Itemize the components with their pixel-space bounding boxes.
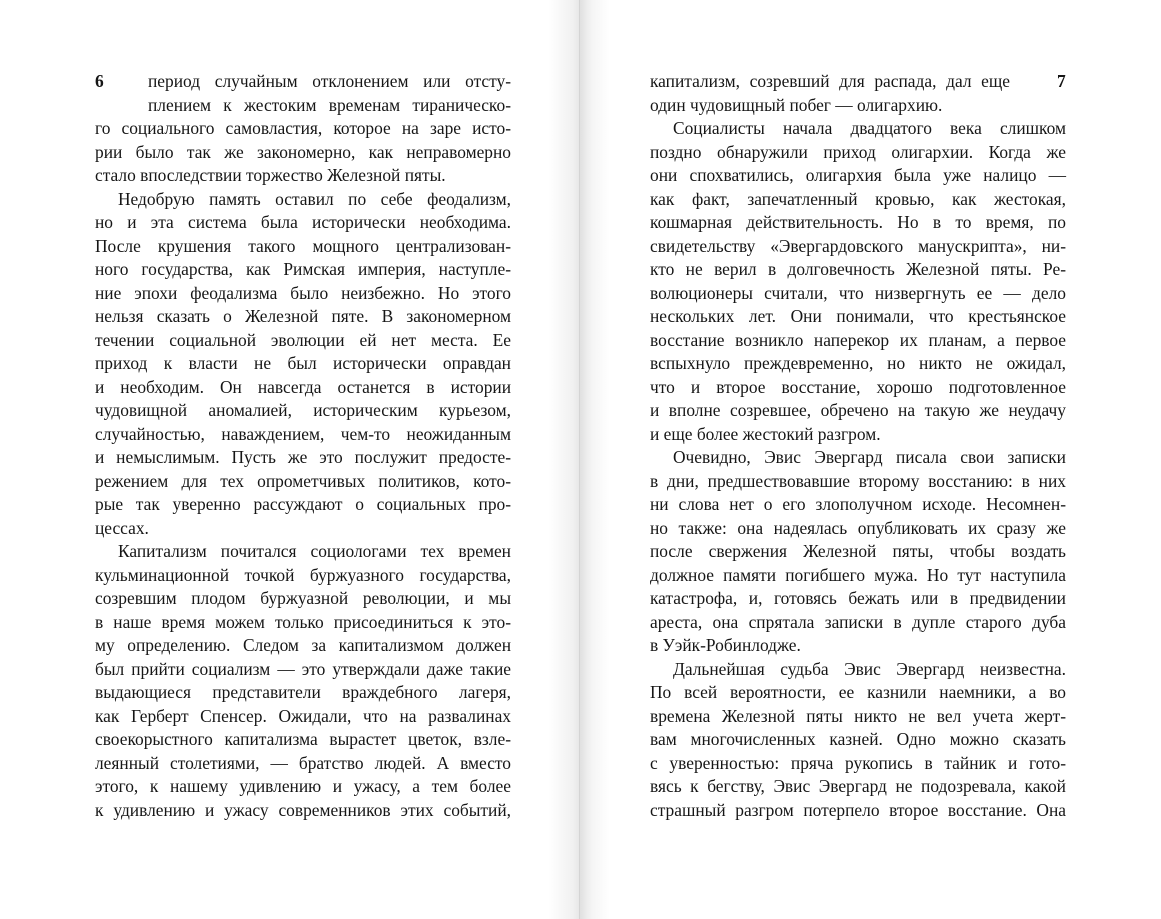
text-line: страшный разгром потерпело второе восстание. Она [650,799,1066,820]
text-line: с уверенностью: пряча рукопись в тайник и гото- [650,752,1066,773]
text-line: режением для тех опрометчивых политиков, кото- [95,470,511,491]
text-line: го социального самовластия, которое на заре исто- [95,118,511,138]
text-line: времена Железной пяты никто не вел учета жерт- [650,705,1066,726]
text-line: течении социальной эволюции ей нет места. Ее [95,329,511,350]
text-line: был прийти социализм — это утверждали даже такие [95,658,511,679]
right-page-text [650,70,1066,822]
text-line: должное памяти погибшего мужа. Но тут наступила [650,564,1066,585]
text-line: цессах. [95,517,149,538]
text-line: Социалисты начала двадцатого века слишком [673,118,1066,138]
text-line: кульминационной точкой буржуазного государства, [95,564,511,585]
text-line: поздно обнаружили приход олигархии. Когда же [650,141,1066,162]
text-line: Недобрую память оставил по себе феодализм, [118,188,511,209]
text-line: Дальнейшая судьба Эвис Эвергард неизвестна. [673,658,1066,679]
text-line: волюционеры считали, что низвергнуть ее — дело [650,282,1066,303]
left-page-number: 6 [95,71,104,91]
text-line: в дни, предшествовавшие второму восстанию: в них [650,470,1066,491]
left-page-text [95,70,511,822]
text-line: Очевидно, Эвис Эвергард писала свои записки [673,447,1066,467]
text-line: По всей вероятности, ее казнили наемники, а во [650,682,1066,702]
text-line: свидетельству «Эвергардовского манускрипта», ни- [650,235,1066,256]
text-line: вам многочисленных казней. Одно можно сказать [650,729,1066,749]
text-line: После крушения такого мощного централизован- [95,235,511,256]
text-line: созревшим плодом буржуазной революции, и мы [95,588,511,608]
text-line: и необходим. Он навсегда останется в истории [95,376,511,397]
text-line: капитализм, созревший для распада, дал еще [650,71,1010,91]
text-line: как факт, запечатленный кровью, как жестокая, [650,188,1066,209]
text-line: к удивлению и ужасу современников этих событий, [95,799,511,820]
text-line: в Уэйк-Робинлодже. [650,635,801,655]
text-line: приход к власти не был исторически оправдан [95,353,511,373]
text-line: кто не верил в долговечность Железной пяты. Ре- [650,259,1066,279]
gutter-shadow-right [580,0,610,919]
text-line: и немыслимым. Пусть же это послужит предосте- [95,447,511,467]
text-line: они спохватились, олигархия была уже налицо — [650,165,1066,185]
text-line: восстание возникло наперекор их планам, а первое [650,329,1066,350]
text-line: катастрофа, и, готовясь бежать или в предвидении [650,588,1066,608]
text-line: ного государства, как Римская империя, наступле- [95,259,511,279]
right-page-number: 7 [1057,71,1066,91]
text-line: нельзя сказать о Железной пяте. В закономерном [95,306,511,326]
text-line: леянный столетиями, — братство людей. А вместо [95,752,511,773]
text-line: чудовищной аномалией, историческим курьезом, [95,400,511,420]
text-line: после свержения Железной пяты, чтобы воздать [650,541,1066,561]
text-line: своекорыстного капитализма вырастет цветок, взле- [95,729,511,749]
text-line: плением к жестоким временам тираническо- [148,94,511,115]
text-line: вспыхнуло преждевременно, но никто не ожидал, [650,353,1066,373]
text-line: но и эта система была исторически необходима. [95,212,511,232]
text-line: стало впоследствии торжество Железной пяты. [95,165,446,185]
left-page [0,0,580,919]
text-line: этого, к нашему удивлению и ужасу, а тем более [95,776,511,796]
text-line: период случайным отклонением или отсту- [148,71,511,91]
text-line: случайностью, наваждением, чем-то неожиданным [95,423,511,444]
gutter-shadow-left [548,0,580,919]
text-line: в наше время можем только присоединиться к это- [95,611,511,632]
text-line: выдающиеся представители враждебного лагеря, [95,682,511,702]
text-line: кошмарная действительность. Но в то время, по [650,212,1066,232]
text-line: как Герберт Спенсер. Ожидали, что на развалинах [95,705,511,726]
text-line: вясь к бегству, Эвис Эвергард не подозревала, какой [650,776,1066,796]
text-line: му определению. Следом за капитализмом должен [95,635,511,655]
text-line: и еще более жестокий разгром. [650,423,881,444]
text-line: рии было так же закономерно, как неправомерно [95,141,511,162]
text-line: что и второе восстание, хорошо подготовленное [650,376,1066,397]
text-line: но также: она надеялась опубликовать их сразу же [650,517,1066,538]
text-line: рые так уверенно рассуждают о социальных про- [95,494,511,514]
text-line: ние эпохи феодализма было неизбежно. Но этого [95,282,511,303]
text-line: ареста, она спрятала записки в дупле старого дуба [650,611,1066,632]
text-line: ни слова нет о его злополучном исходе. Несомнен- [650,494,1066,514]
text-line: один чудовищный побег — олигархию. [650,94,943,115]
text-line: нескольких лет. Они понимали, что крестьянское [650,306,1066,326]
text-line: и вполне созревшее, обречено на такую же неудачу [650,400,1066,420]
text-line: Капитализм почитался социологами тех времен [118,541,511,561]
